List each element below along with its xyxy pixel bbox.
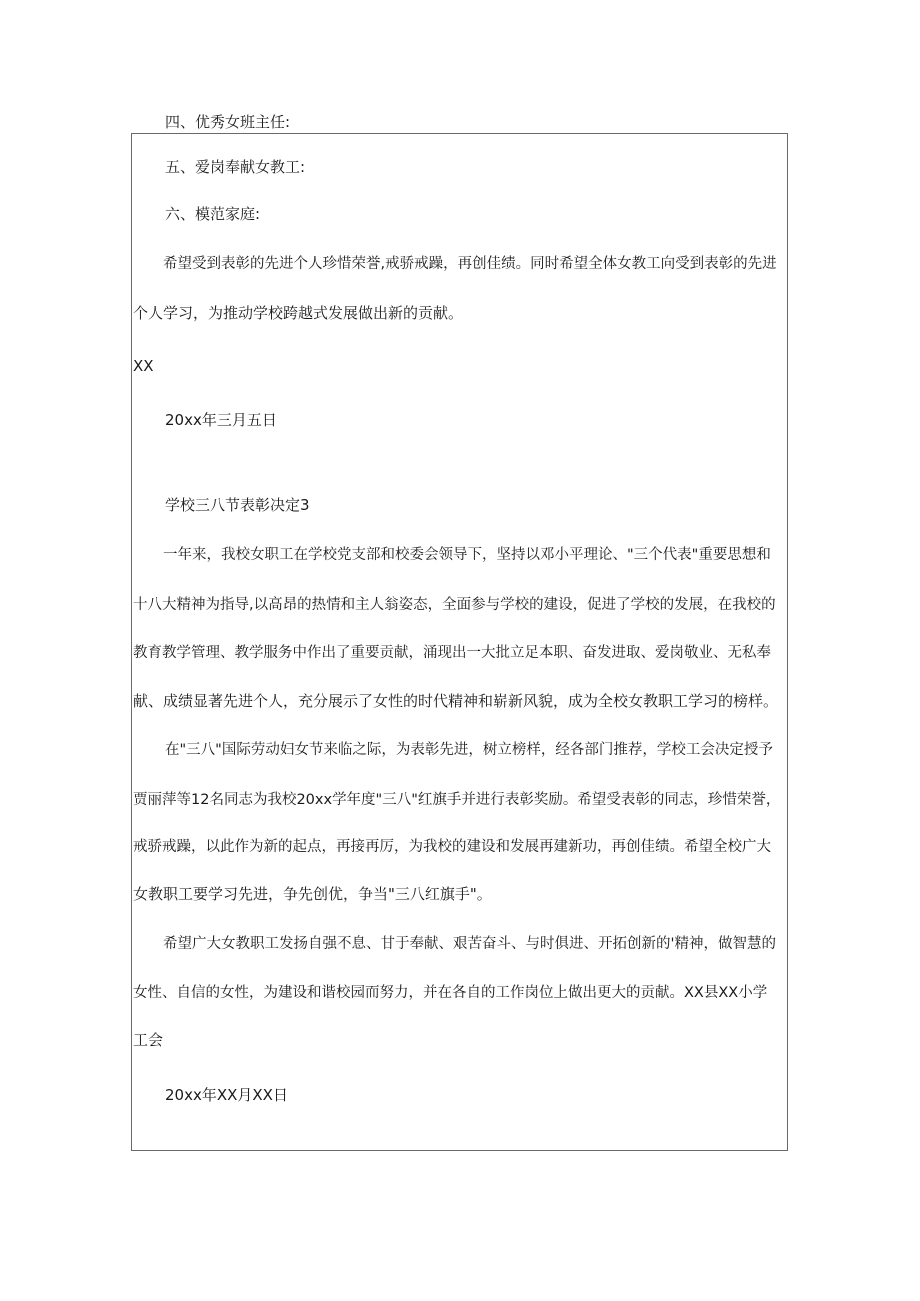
paragraph-2-line-2: 十八大精神为指导,以高昂的热情和主人翁姿态，全面参与学校的建设，促进了学校的发展，在我校的 [133,597,776,613]
heading-dedicated-female-staff: 五、爱岗奉献女教工: [165,158,306,176]
section-title: 学校三八节表彰决定3 [165,496,310,514]
date-2: 20xx年XX月XX日 [165,1086,288,1104]
paragraph-2-line-4: 献、成绩显著先进个人，充分展示了女性的时代精神和崭新风貌，成为全校女教职工学习的榜样。 [133,692,779,710]
paragraph-2-line-1: 一年来，我校女职工在学校党支部和校委会领导下，坚持以邓小平理论、"三个代表"重要思想和 [163,547,771,563]
paragraph-4-line-1: 希望广大女教职工发扬自强不息、甘于奉献、艰苦奋斗、与时俱进、开拓创新的'精神，做智慧的 [163,936,776,952]
paragraph-3-line-3: 戒骄戒躁，以此作为新的起点，再接再厉，为我校的建设和发展再建新功，再创佳绩。希望全校广大 [133,839,771,855]
paragraph-3-line-1: 在"三八"国际劳动妇女节来临之际，为表彰先进，树立榜样，经各部门推荐，学校工会决定授予 [165,742,773,758]
paragraph-4-line-2: 女性、自信的女性，为建设和谐校园而努力，并在各自的工作岗位上做出更大的贡献。XX县XX小学 [133,985,768,1001]
paragraph-1-line-1: 希望受到表彰的先进个人珍惜荣誉,戒骄戒躁，再创佳绩。同时希望全体女教工向受到表彰的先进 [163,256,777,272]
paragraph-1-line-2: 个人学习，为推动学校跨越式发展做出新的贡献。 [133,304,464,322]
heading-outstanding-head-teacher: 四、优秀女班主任: [165,113,291,131]
paragraph-3-line-4: 女教职工要学习先进，争先创优，争当"三八红旗手"。 [133,885,492,903]
paragraph-2-line-3: 教育教学管理、教学服务中作出了重要贡献，涌现出一大批立足本职、奋发进取、爱岗敬业、无私奉 [133,645,771,661]
paragraph-3-line-2: 贾丽萍等12名同志为我校20xx学年度"三八"红旗手并进行表彰奖励。希望受表彰的同志，珍惜荣誉， [133,792,781,808]
date-1: 20xx年三月五日 [165,411,277,429]
paragraph-4-line-3: 工会 [133,1031,164,1049]
heading-model-family: 六、模范家庭: [165,205,261,223]
signature-1: XX [133,357,154,375]
